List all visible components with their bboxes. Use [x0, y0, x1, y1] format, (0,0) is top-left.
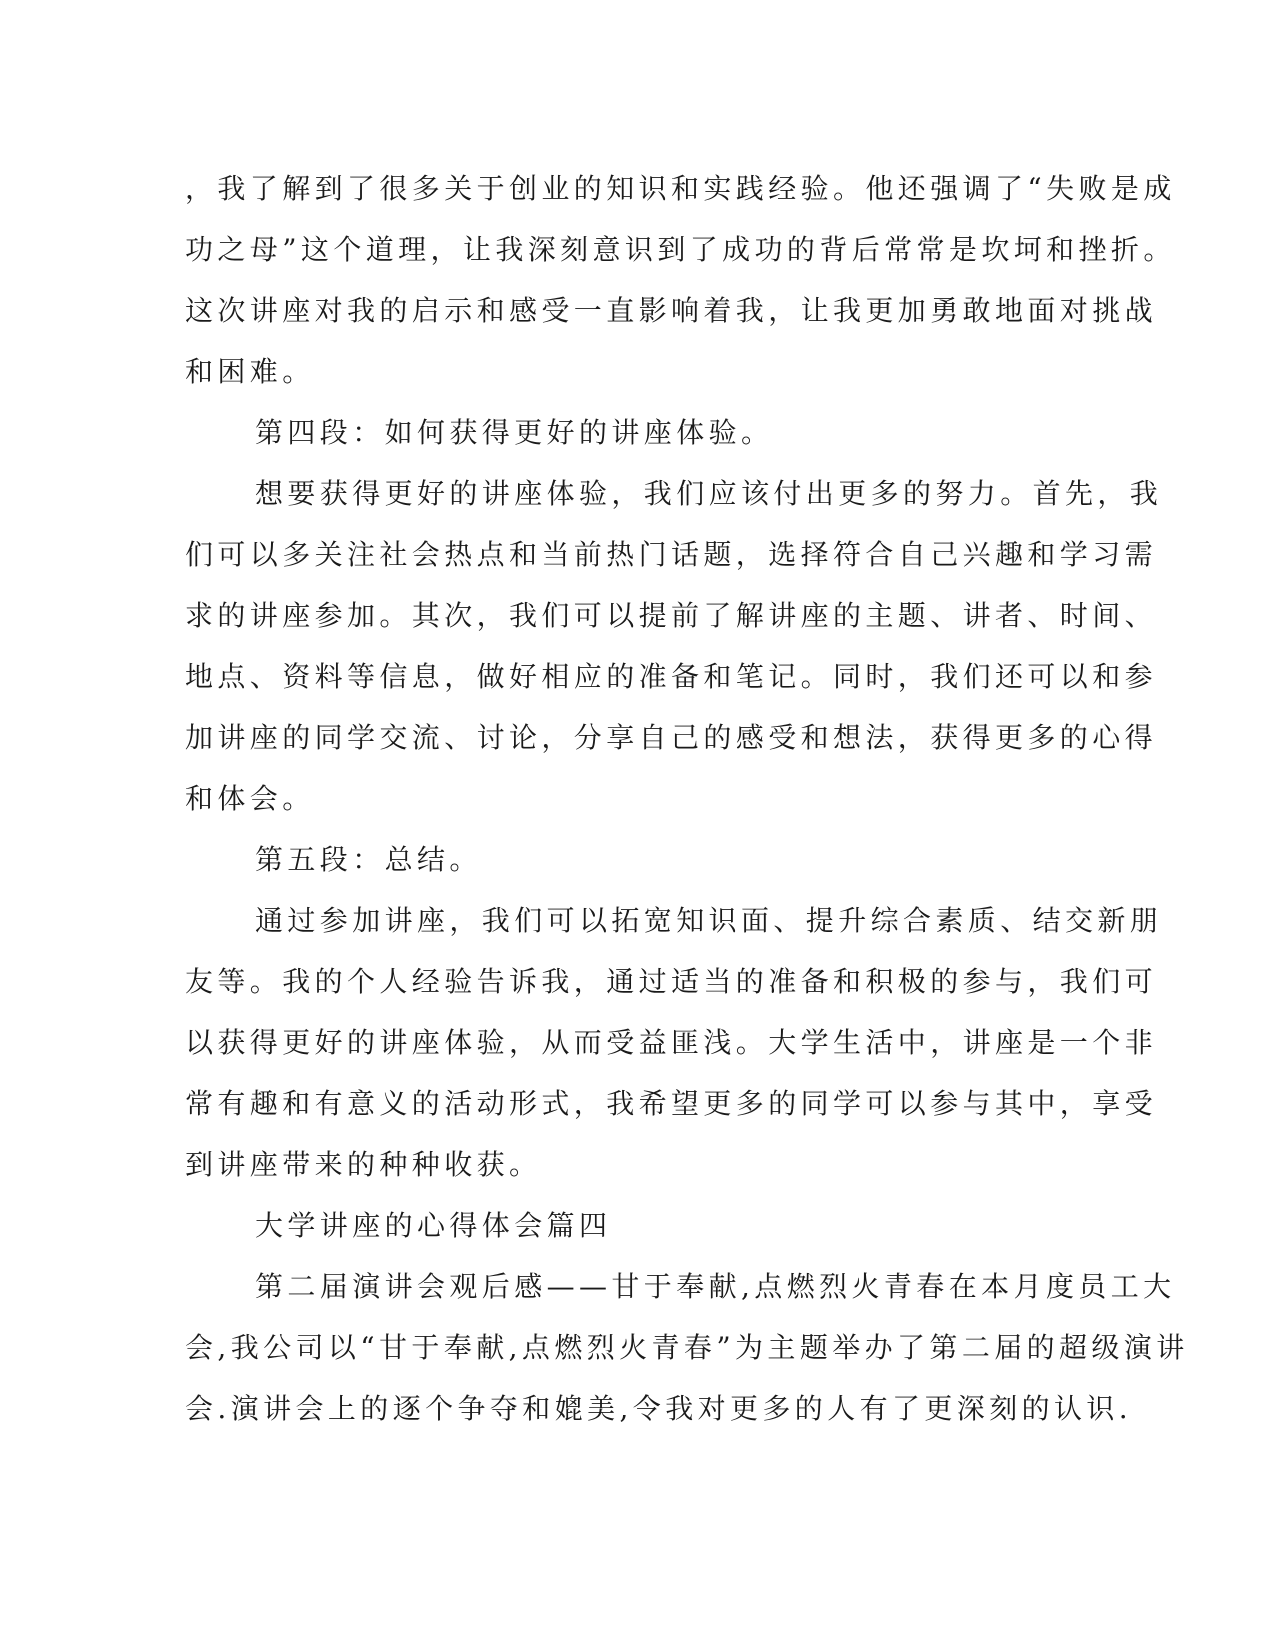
- text-line: 们可以多关注社会热点和当前热门话题，选择符合自己兴趣和学习需: [185, 538, 1158, 571]
- paragraph-better-experience: [185, 463, 1163, 829]
- section-heading-four: [185, 402, 1070, 463]
- text-line: 求的讲座参加。其次，我们可以提前了解讲座的主题、讲者、时间、: [185, 599, 1158, 632]
- text-line: 和困难。: [185, 355, 315, 388]
- text-line: 会,我公司以“甘于奉献,点燃烈火青春”为主题举办了第二届的超级演讲: [185, 1331, 1189, 1364]
- text-line: 这次讲座对我的启示和感受一直影响着我，让我更加勇敢地面对挑战: [185, 294, 1158, 327]
- text-line: 第五段：总结。: [255, 843, 482, 876]
- text-line: 功之母”这个道理，让我深刻意识到了成功的背后常常是坎坷和挫折。: [185, 233, 1176, 266]
- text-line: 会.演讲会上的逐个争夺和媲美,令我对更多的人有了更深刻的认识.: [185, 1392, 1133, 1425]
- text-line: 通过参加讲座，我们可以拓宽知识面、提升综合素质、结交新朋: [255, 904, 1163, 937]
- text-line: 到讲座带来的种种收获。: [185, 1148, 542, 1181]
- text-line: 第二届演讲会观后感——甘于奉献,点燃烈火青春在本月度员工大: [255, 1270, 1176, 1303]
- section-heading-five: [185, 829, 1070, 890]
- text-line: 第四段：如何获得更好的讲座体验。: [255, 416, 774, 449]
- text-line: 地点、资料等信息，做好相应的准备和笔记。同时，我们还可以和参: [185, 660, 1158, 693]
- document-body: [185, 158, 1189, 1439]
- text-line: 加讲座的同学交流、讨论，分享自己的感受和想法，获得更多的心得: [185, 721, 1158, 754]
- text-line: 想要获得更好的讲座体验，我们应该付出更多的努力。首先，我: [255, 477, 1163, 510]
- paragraph-speech-review: [185, 1256, 1189, 1439]
- text-line: 以获得更好的讲座体验，从而受益匪浅。大学生活中，讲座是一个非: [185, 1026, 1158, 1059]
- paragraph-summary: [185, 890, 1163, 1195]
- text-line: 和体会。: [185, 782, 315, 815]
- text-line: ，我了解到了很多关于创业的知识和实践经验。他还强调了“失败是成: [185, 172, 1176, 205]
- text-line: 大学讲座的心得体会篇四: [255, 1209, 612, 1242]
- paragraph-creative-knowledge: [185, 158, 1176, 402]
- text-line: 常有趣和有意义的活动形式，我希望更多的同学可以参与其中，享受: [185, 1087, 1158, 1120]
- article-title-part-four: [185, 1195, 1070, 1256]
- text-line: 友等。我的个人经验告诉我，通过适当的准备和积极的参与，我们可: [185, 965, 1158, 998]
